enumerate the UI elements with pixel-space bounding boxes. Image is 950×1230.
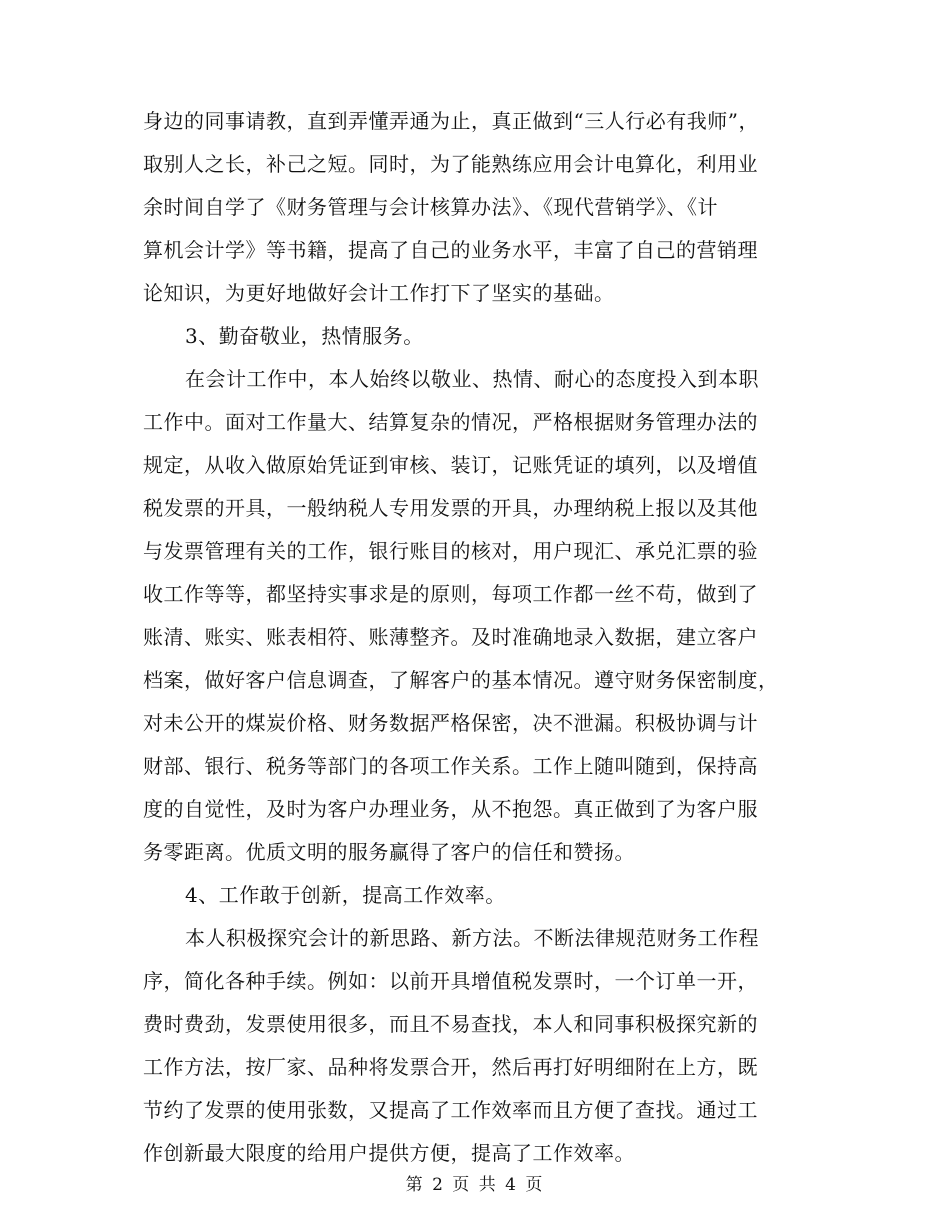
text-line: 4、工作敢于创新，提高工作效率。 <box>185 883 506 907</box>
text-line: 对未公开的煤炭价格、财务数据严格保密，决不泄漏。积极协调与计 <box>143 711 758 735</box>
text-line: 论知识，为更好地做好会计工作打下了坚实的基础。 <box>143 281 615 305</box>
page-footer: 第 2 页 共 4 页 <box>405 1175 545 1195</box>
text-line: 工作方法，按厂家、品种将发票合开，然后再打好明细附在上方，既 <box>143 1055 758 1079</box>
text-line: 务零距离。优质文明的服务赢得了客户的信任和赞扬。 <box>143 840 635 864</box>
text-line: 工作中。面对工作量大、结算复杂的情况，严格根据财务管理办法的 <box>143 410 758 434</box>
text-line: 序，简化各种手续。例如：以前开具增值税发票时，一个订单一开， <box>143 969 758 993</box>
text-line: 取别人之长，补己之短。同时，为了能熟练应用会计电算化，利用业 <box>143 152 758 176</box>
text-line: 身边的同事请教，直到弄懂弄通为止，真正做到“三人行必有我师”， <box>143 109 759 133</box>
text-line: 税发票的开具，一般纳税人专用发票的开具，办理纳税上报以及其他 <box>143 496 758 520</box>
text-line: 度的自觉性，及时为客户办理业务，从不抱怨。真正做到了为客户服 <box>143 797 758 821</box>
text-line: 3、勤奋敬业，热情服务。 <box>185 324 424 348</box>
text-line: 档案，做好客户信息调查，了解客户的基本情况。遵守财务保密制度， <box>143 668 779 692</box>
text-line: 费时费劲，发票使用很多，而且不易查找，本人和同事积极探究新的 <box>143 1012 758 1036</box>
text-line: 收工作等等，都坚持实事求是的原则，每项工作都一丝不苟，做到了 <box>143 582 758 606</box>
text-line: 规定，从收入做原始凭证到审核、装订，记账凭证的填列，以及增值 <box>143 453 758 477</box>
text-line: 账清、账实、账表相符、账薄整齐。及时准确地录入数据，建立客户 <box>143 625 758 649</box>
text-line: 余时间自学了《财务管理与会计核算办法》、《现代营销学》、《计 <box>143 195 718 219</box>
text-line: 作创新最大限度的给用户提供方便，提高了工作效率。 <box>143 1141 635 1165</box>
text-line: 本人积极探究会计的新思路、新方法。不断法律规范财务工作程 <box>185 926 759 950</box>
body-text <box>143 100 823 1175</box>
text-line: 算机会计学》等书籍，提高了自己的业务水平，丰富了自己的营销理 <box>143 238 758 262</box>
text-line: 财部、银行、税务等部门的各项工作关系。工作上随叫随到，保持高 <box>143 754 758 778</box>
text-line: 在会计工作中，本人始终以敬业、热情、耐心的态度投入到本职 <box>185 367 759 391</box>
text-line: 节约了发票的使用张数，又提高了工作效率而且方便了查找。通过工 <box>143 1098 758 1122</box>
text-line: 与发票管理有关的工作，银行账目的核对，用户现汇、承兑汇票的验 <box>143 539 758 563</box>
